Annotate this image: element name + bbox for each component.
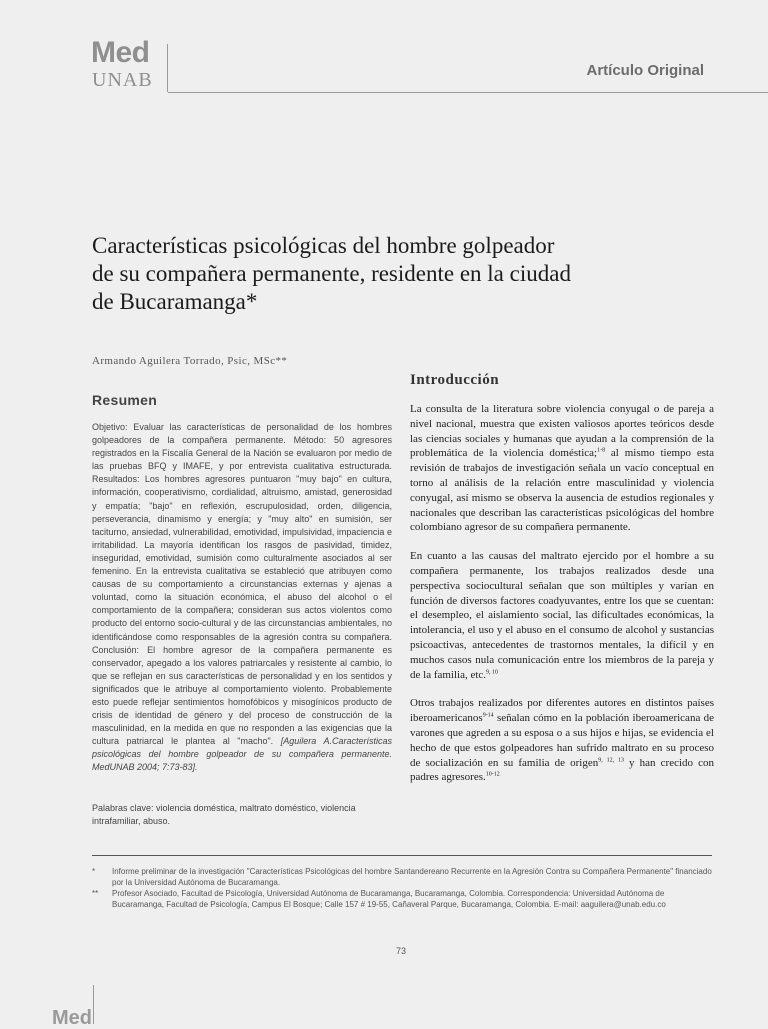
reference-sup: 9, 12, 13	[598, 756, 624, 763]
footnote-mark: **	[92, 889, 99, 898]
bottom-logo: Med	[52, 1007, 92, 1029]
footnote	[92, 866, 714, 888]
intro-body	[410, 402, 714, 799]
header-rule	[168, 92, 768, 93]
intro-paragraph: La consulta de la literatura sobre violencia conyugal o de pareja a nivel nacional, muestra que existen valiosos aportes teóricos desde las ciencias sociales y humanas que ayudan a la comprensión de la problemática de la violencia doméstica;$^{1-8}$ al mismo tiempo esta revisión de trabajos de investigación señala un vacío conceptual en torno al análisis de la relación entre masculinidad y violencia conyugal, así mismo se observa la ausencia de estudios regionales y nacionales que describan las características psicológicas del hombre colombiano agresor de su compañera permanente.	[410, 403, 714, 534]
footnotes	[92, 866, 714, 910]
intro-heading: Introducción	[410, 372, 500, 388]
footnote-text: Informe preliminar de la investigación "Características Psicológicas del hombre Santandereano Recurrente en la Agresión Contra su Compañera Permanente" financiado por la Universidad Autónoma de Bucaramanga.	[112, 867, 712, 887]
reference-sup: 9, 10	[486, 668, 499, 675]
intro-paragraph: Otros trabajos realizados por diferentes autores en distintos países iberoamericanos$^{9-14}$ señalan cómo en la población iberoamericana de varones que agreden a su esposa o a sus hijos e hijas, se evidencia el hecho de que estos golpeadores han sufrido maltrato en su proceso de socialización en su familia de origen$^{9, 12, 13}$ y han crecido con padres agresores.$^{10-12}$	[410, 697, 715, 784]
resumen-heading: Resumen	[92, 392, 158, 408]
reference-sup: 9-14	[482, 712, 494, 719]
intro-paragraph: En cuanto a las causas del maltrato ejercido por el hombre a su compañera permanente, los trabajos realizados desde una perspectiva sociocultural señalan que son múltiples y varían en función de diversos factores coadyuvantes, entre los que se cuentan: el desempleo, el aislamiento social, las dificultades económicas, la intolerancia, el uso y el abuso en el consumo de alcohol y sustancias psicoactivas, antecedentes de trastornos mentales, la difícil y en muchos casos nula comunicación entre los miembros de la pareja y de la familia, etc.$^{9, 10}$	[410, 550, 714, 681]
reference-sup: 1-8	[597, 447, 606, 454]
footnote	[92, 888, 714, 910]
abstract-text: Objetivo: Evaluar las características de personalidad de los hombres golpeadores de la compañera permanente. Método: 50 agresores registrados en la Fiscalía General de la Nación se evaluaron por medio de las pruebas BFQ y IMAFE, y por entrevista cualitativa estructurada. Resultados: Los hombres agresores puntuaron "muy bajo" en cultura, información, cooperativismo, cordialidad, altruismo, amistad, generosidad y empatía; "bajo" en reflexión, escrupulosidad, orden, diligencia, perseverancia, dinamismo y energía; y "muy alto" en sumisión, ser taciturno, ansiedad, vulnerabilidad, emotividad, impulsividad, impaciencia e irritabilidad. La mayoría identifican los rasgos de pasividad, timidez, inseguridad, emotividad, sumisión como culturalmente asociados al ser femenino. En la entrevista cualitativa se estableció que atribuyen como causas de su comportamiento a circunstancias externas y ajenas a voluntad, como la situación económica, el abuso del alcohol o el comportamiento de la compañera; consideran sus actos violentos como producto del entorno socio-cultural y de las circunstancias ambientales, no identificándose como responsables de la agresión contra su compañera. Conclusión: El hombre agresor de la compañera permanente es conservador, apegado a los valores patriarcales y resistente al cambio, lo que se reflejan en sus características de personalidad y en los sentidos y significados que le atribuye al comportamiento violento. Probablemente esto puede reflejar sentimientos homofóbicos y misogínicos producto de crisis de identidad de género y del proceso de construcción de la masculinidad, en la medida en que no responden a las exigencias que la cultura patriarcal le plantea al "macho".	[92, 422, 392, 747]
abstract-body	[92, 421, 392, 775]
section-label: Artículo Original	[586, 62, 704, 79]
journal-logo-med: Med	[91, 36, 150, 69]
logo-divider	[167, 44, 168, 92]
footnote-rule	[92, 855, 712, 856]
keywords: Palabras clave: violencia doméstica, maltrato doméstico, violencia intrafamiliar, abuso.	[92, 803, 356, 827]
author-line: Armando Aguilera Torrado, Psic, MSc**	[92, 355, 288, 367]
reference-sup: 10-12	[485, 771, 500, 778]
article-title: Características psicológicas del hombre golpeador de su compañera permanente, residente en la ciudad de Bucaramanga*	[92, 233, 571, 314]
footnote-mark: *	[92, 867, 96, 876]
journal-logo-unab: UNAB	[92, 69, 153, 91]
abstract-citation: [Aguilera A.Características psicológicas del hombre golpeador de su compañera permanente. MedUNAB 2004; 7:73-83].	[92, 736, 392, 773]
footnote-text: Profesor Asociado, Facultad de Psicología, Universidad Autónoma de Bucaramanga, Bucaramanga, Colombia. Correspondencia: Universidad Autónoma de Bucaramanga, Facultad de Psicología, Campus El Bosque; Calle 157 # 19-55, Cañaveral Parque, Bucaramanga, Colombia. E-mail: aaguilera@unab.edu.co	[112, 889, 666, 909]
page-number: 73	[396, 946, 407, 956]
bottom-divider	[93, 985, 94, 1024]
